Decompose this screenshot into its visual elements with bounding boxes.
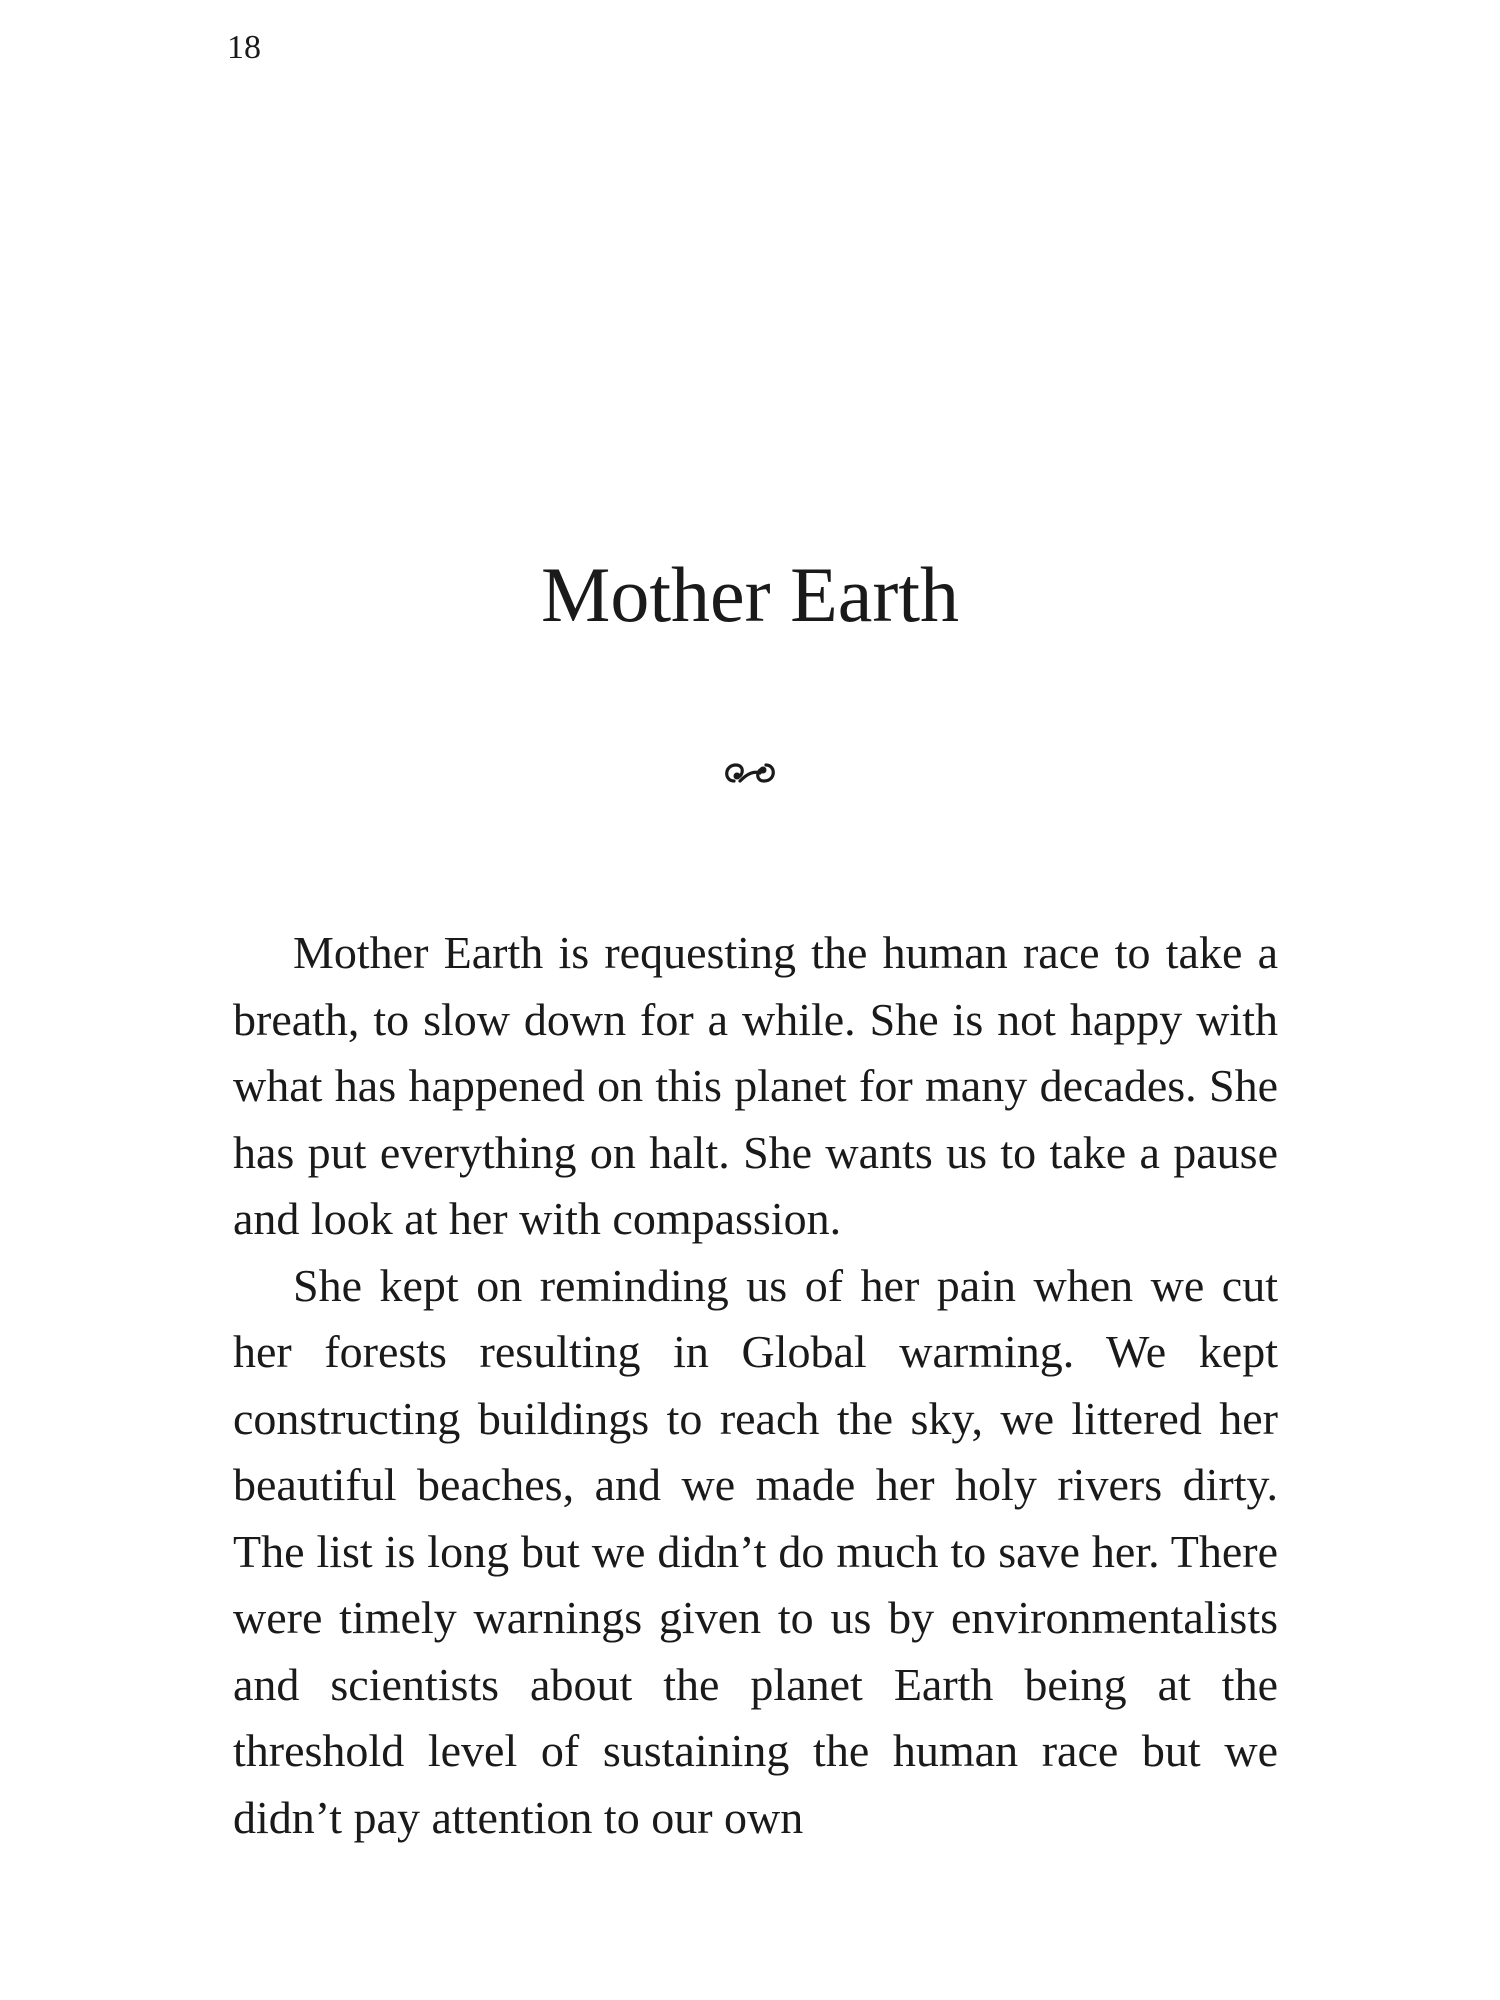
paragraph-2: She kept on reminding us of her pain when we cut her forests resulting in Global warming. We kept constructing buildings to reach the sky, we littered her beautiful beaches, and we made her holy rivers dirty. The list is long but we didn’t do much to save her. There were timely warnings given to us by environmentalists and scientists about the planet Earth being at the threshold level of sustaining the human race but we didn’t pay attention to our own xyxy=(233,1259,1278,1843)
page-number: 18 xyxy=(227,29,261,66)
fleuron-ornament-icon xyxy=(720,755,780,791)
body-text xyxy=(233,920,1278,1851)
paragraph-1: Mother Earth is requesting the human race to take a breath, to slow down for a while. She is not happy with what has happened on this planet for many decades. She has put everything on halt. She wants us to take a pause and look at her with compassion. xyxy=(233,927,1278,1244)
chapter-title: Mother Earth xyxy=(540,551,960,638)
